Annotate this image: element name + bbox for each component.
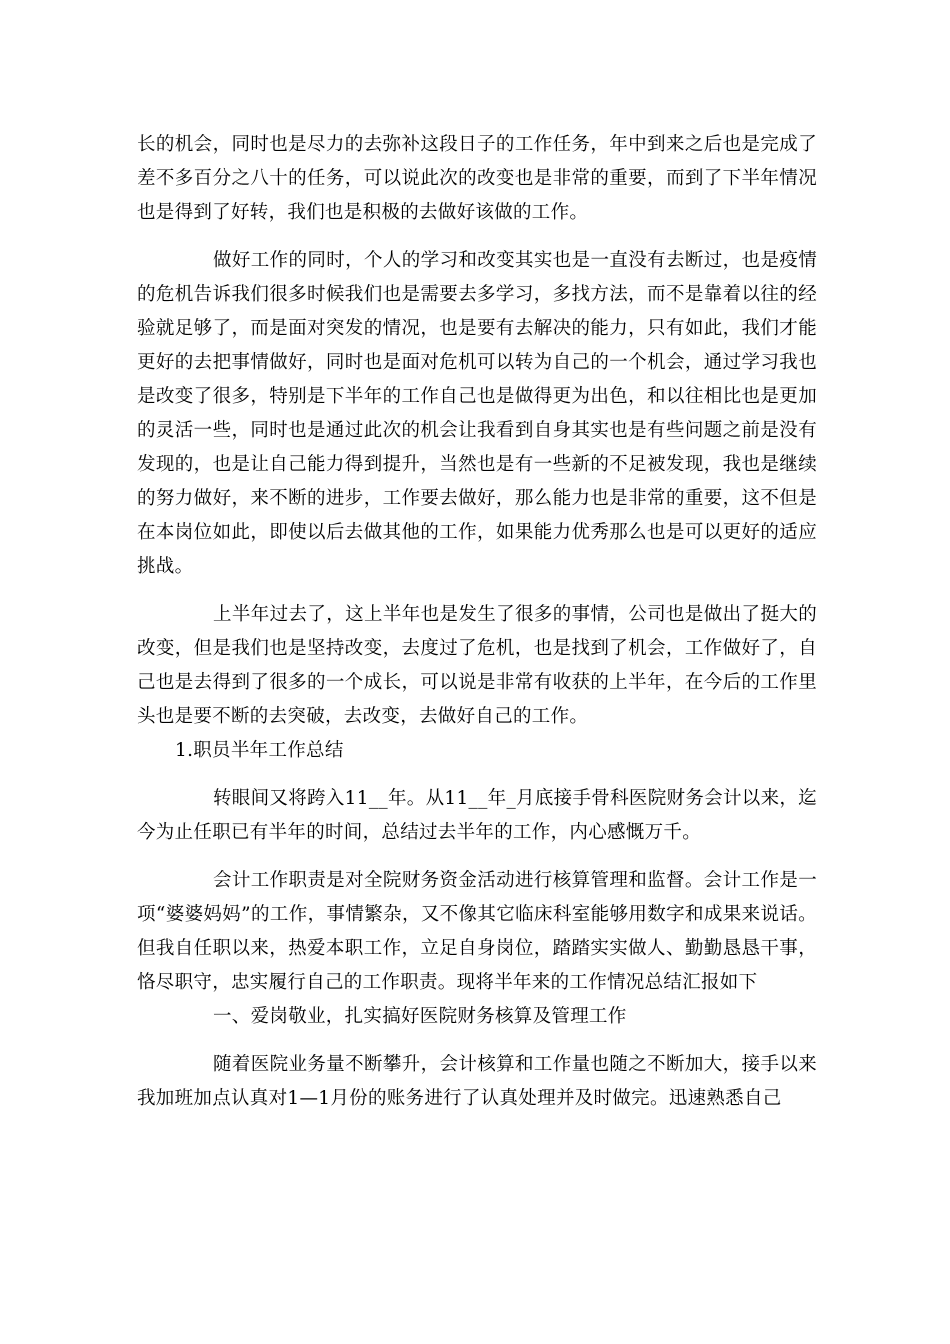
paragraph-2: 做好工作的同时，个人的学习和改变其实也是一直没有去断过，也是疫情的危机告诉我们很多时候我们也是需要去多学习，多找方法，而不是靠着以往的经验就足够了，而是面对突发的情况，也是要有去解决的能力，只有如此，我们才能更好的去把事情做好，同时也是面对危机可以转为自己的一个机会，通过学习我也是改变了很多，特别是下半年的工作自己也是做得更为出色，和以往相比也是更加的灵活一些，同时也是通过此次的机会让我看到自身其实也是有些问题之前是没有发现的，也是让自己能力得到提升，当然也是有一些新的不足被发现，我也是继续的努力做好，来不断的进步，工作要去做好，那么能力也是非常的重要，这不但是在本岗位如此，即使以后去做其他的工作，如果能力优秀那么也是可以更好的适应挑战。 (137, 250, 817, 577)
paragraph-5: 会计工作职责是对全院财务资金活动进行核算管理和监督。会计工作是一项“婆婆妈妈”的工作，事情繁杂，又不像其它临床科室能够用数字和成果来说话。但我自任职以来，热爱本职工作，立足自身岗位，踏踏实实做人、勤勤恳恳干事，恪尽职守，忠实履行自己的工作职责。现将半年来的工作情况总结汇报如下 (137, 870, 817, 993)
paragraph-1: 长的机会，同时也是尽力的去弥补这段日子的工作任务，年中到来之后也是完成了差不多百分之八十的任务，可以说此次的改变也是非常的重要，而到了下半年情况也是得到了好转，我们也是积极的去做好该做的工作。 (137, 134, 817, 223)
section-heading: 1.职员半年工作总结 (175, 740, 344, 761)
paragraph-6: 随着医院业务量不断攀升，会计核算和工作量也随之不断加大，接手以来我加班加点认真对1—1月份的账务进行了认真处理并及时做完。迅速熟悉自己 (137, 1054, 817, 1109)
paragraph-4: 转眼间又将跨入11__年。从11__年_月底接手骨科医院财务会计以来，迄今为止任职已有半年的时间，总结过去半年的工作，内心感慨万千。 (137, 788, 817, 843)
subheading: 一、爱岗敬业，扎实搞好医院财务核算及管理工作 (213, 1006, 627, 1027)
paragraph-3: 上半年过去了，这上半年也是发生了很多的事情，公司也是做出了挺大的改变，但是我们也是坚持改变，去度过了危机，也是找到了机会，工作做好了，自己也是去得到了很多的一个成长，可以说是非常有收获的上半年，在今后的工作里头也是要不断的去突破，去改变，去做好自己的工作。 (137, 604, 817, 727)
document-body (137, 128, 817, 1116)
